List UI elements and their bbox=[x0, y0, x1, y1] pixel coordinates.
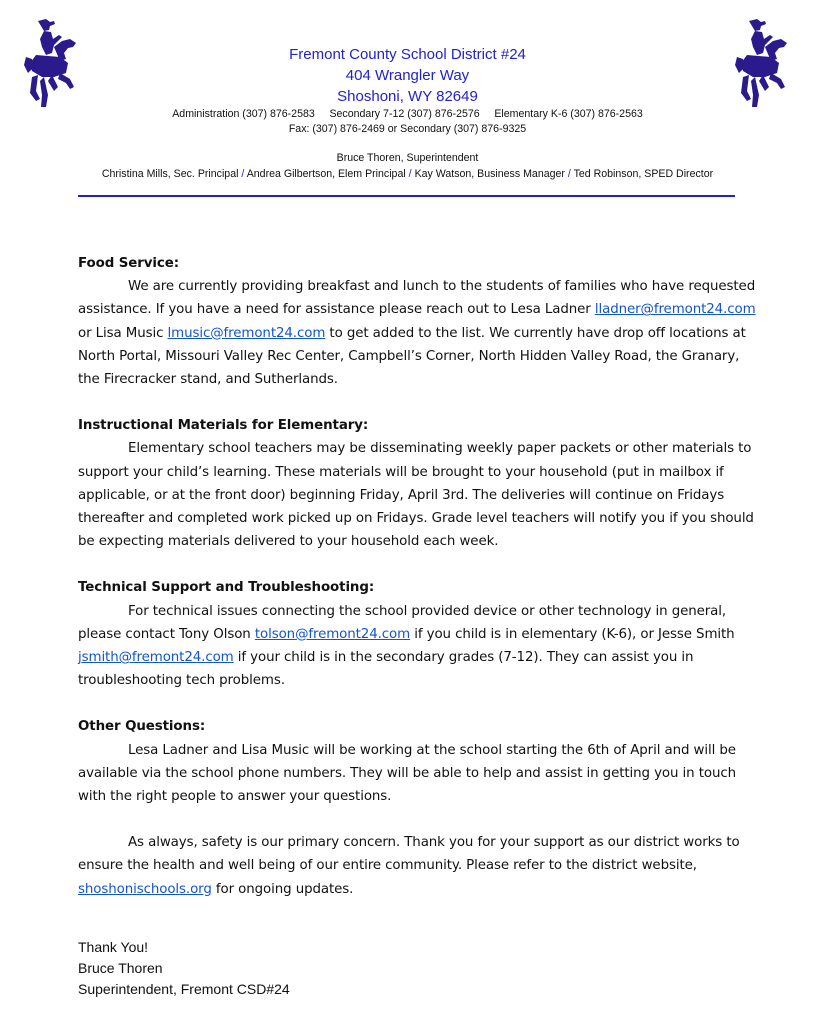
staff-member: Ted Robinson, SPED Director bbox=[573, 168, 714, 180]
signer-name: Bruce Thoren bbox=[78, 960, 163, 976]
food-service-section bbox=[78, 252, 758, 391]
other-questions-section bbox=[78, 715, 758, 808]
email-link[interactable]: jsmith@fremont24.com bbox=[78, 650, 234, 666]
section-paragraph: Elementary school teachers may be disseminating weekly paper packets or other materials to support your child’s learning. These materials will be brought to your household (put in mailbox if applicable, or at the front door) beginning Friday, April 3rd. The deliveries will continue on Fridays thereafter and completed work picked up on Fridays. Grade level teachers will notify you if you should be expecting materials delivered to your household each week. bbox=[78, 441, 754, 550]
signature-block bbox=[78, 937, 290, 1000]
letterhead-divider bbox=[78, 195, 735, 197]
staff-separator: / bbox=[241, 168, 245, 180]
staff-member: Kay Watson, Business Manager bbox=[414, 168, 565, 180]
district-city: Shoshoni, WY 82649 bbox=[337, 88, 478, 105]
fax-numbers: Fax: (307) 876-2469 or Secondary (307) 876-9325 bbox=[288, 123, 527, 135]
section-paragraph: For technical issues connecting the school provided device or other technology in general, please contact Tony Olson tolson@fremont24.com if you child is in elementary (K-6), or Jesse Smith jsmith@fremont24.com if your child is in the secondary grades (7-12). They can assist you in troubleshooting tech problems. bbox=[78, 603, 735, 689]
section-paragraph: As always, safety is our primary concern. Thank you for your support as our district works to ensure the health and well being of our entire community. Please refer to the district website, shoshonischools.org for ongoing updates. bbox=[78, 835, 740, 897]
district-street: 404 Wrangler Way bbox=[345, 67, 470, 84]
section-heading: Other Questions: bbox=[78, 719, 206, 735]
email-link[interactable]: tolson@fremont24.com bbox=[254, 626, 411, 642]
section-heading: Food Service: bbox=[78, 256, 179, 271]
letterhead bbox=[0, 44, 815, 182]
staff-separator: / bbox=[408, 168, 412, 180]
letter-body bbox=[78, 252, 758, 924]
staff-member: Christina Mills, Sec. Principal bbox=[101, 168, 239, 180]
tech-support-section bbox=[78, 576, 758, 692]
instructional-materials-section bbox=[78, 414, 758, 553]
email-link[interactable]: lladner@fremont24.com bbox=[594, 302, 756, 318]
email-link[interactable]: lmusic@fremont24.com bbox=[167, 325, 326, 341]
section-heading: Instructional Materials for Elementary: bbox=[78, 418, 369, 434]
superintendent-line: Bruce Thoren, Superintendent bbox=[336, 152, 479, 164]
section-heading: Technical Support and Troubleshooting: bbox=[78, 580, 375, 596]
section-paragraph: Lesa Ladner and Lisa Music will be working at the school starting the 6th of April and will be available via the school phone numbers. They will be able to help and assist in getting you in touch with the right people to answer your questions. bbox=[78, 742, 736, 805]
staff-separator: / bbox=[567, 168, 571, 180]
staff-line bbox=[0, 166, 815, 182]
website-link[interactable]: shoshonischools.org bbox=[78, 881, 212, 897]
district-name: Fremont County School District #24 bbox=[289, 46, 526, 63]
phone-numbers: Administration (307) 876-2583 Secondary 7-12 (307) 876-2576 Elementary K-6 (307) 876-2563 bbox=[172, 108, 643, 120]
sign-off: Thank You! bbox=[78, 939, 149, 955]
section-paragraph: We are currently providing breakfast and lunch to the students of families who have requested assistance. If you have a need for assistance please reach out to Lesa Ladner lladner@fremont24.com or Lisa Music lmusic@fremont24.com to get added to the list. We currently have drop off locations at North Portal, Missouri Valley Rec Center, Campbell’s Corner, North Hidden Valley Road, the Granary, the Firecracker stand, and Sutherlands. bbox=[78, 279, 756, 388]
closing-section bbox=[78, 831, 758, 901]
signer-title: Superintendent, Fremont CSD#24 bbox=[78, 981, 290, 997]
staff-member: Andrea Gilbertson, Elem Principal bbox=[246, 168, 406, 180]
